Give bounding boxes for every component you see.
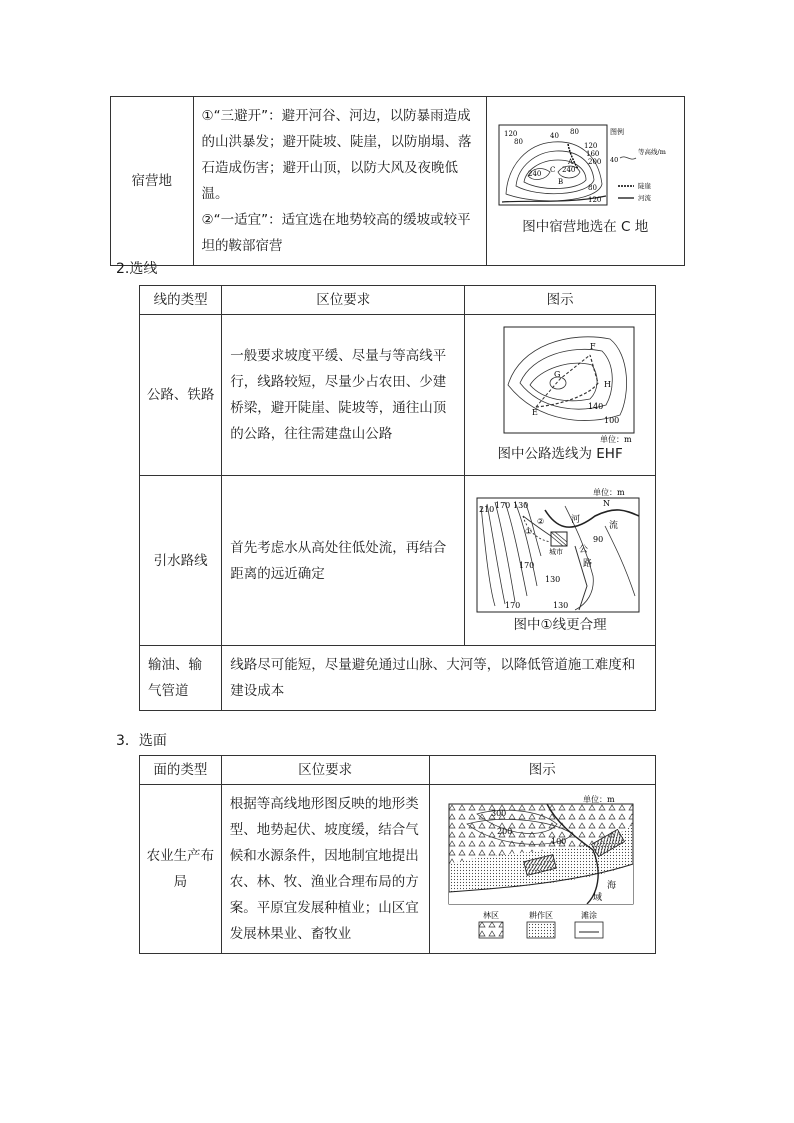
water-fig-label: 130 bbox=[513, 500, 529, 510]
water-fig-label: 130 bbox=[553, 600, 569, 610]
area-type-agri: 农业生产布局 bbox=[140, 785, 222, 954]
camp-rule-2: ②“一适宜”：适宜选在地势较高的缓坡或较平坦的鞍部宿营 bbox=[201, 212, 471, 254]
area-header-fig: 图示 bbox=[429, 756, 655, 785]
road-fig-label: 100 bbox=[604, 416, 620, 425]
route-header-fig: 图示 bbox=[465, 286, 656, 315]
camp-fig-label: B bbox=[557, 178, 563, 186]
camp-fig-label: 240 bbox=[561, 166, 576, 174]
route-table bbox=[139, 285, 656, 711]
water-fig-label: 170 bbox=[495, 500, 511, 510]
agri-fig-label: 300 bbox=[491, 809, 507, 818]
camp-fig-label: 120 bbox=[503, 130, 518, 138]
camp-fig-label: 240 bbox=[527, 170, 542, 178]
camp-fig-label: 80 bbox=[569, 128, 579, 136]
camp-type: 宿营地 bbox=[111, 97, 194, 266]
camp-fig-label: 120 bbox=[587, 196, 602, 204]
water-fig-label: 路 bbox=[583, 558, 593, 569]
route-req-pipeline: 线路尽可能短，尽量避免通过山脉、大河等，以降低管道施工难度和建设成本 bbox=[222, 646, 656, 711]
legend-value: 40 bbox=[609, 156, 619, 164]
route-req-road: 一般要求坡度平缓、尽量与等高线平行，线路较短，尽量少占农田、少建桥梁，避开陡崖、陡坡等，通往山顶的公路，往往需建盘山公路 bbox=[222, 315, 465, 476]
legend-river: 河流 bbox=[637, 194, 651, 202]
water-fig-label: N bbox=[603, 498, 611, 508]
road-contour-map bbox=[480, 325, 640, 443]
route-header-type: 线的类型 bbox=[140, 286, 222, 315]
camp-contour-map bbox=[498, 124, 673, 216]
camp-rule-1: ①“三避开”：避开河谷、河边，以防暴雨造成的山洪暴发；避开陡坡、陡崖，以防崩塌、落石造成伤害；避开山顶，以防大风及夜晚低温。 bbox=[201, 108, 472, 202]
agriculture-map bbox=[447, 794, 637, 944]
water-fig-label: 130 bbox=[545, 574, 561, 584]
camp-fig-label: 120 bbox=[583, 142, 598, 150]
camp-table bbox=[110, 96, 685, 266]
road-caption: 图中公路选线为 EHF bbox=[497, 446, 623, 462]
camp-fig-label: A bbox=[567, 158, 573, 166]
route-header-req: 区位要求 bbox=[222, 286, 465, 315]
road-fig-label: F bbox=[590, 342, 596, 351]
water-fig-label: 170 bbox=[519, 560, 535, 570]
area-header-type: 面的类型 bbox=[140, 756, 222, 785]
legend-cliff: 陡崖 bbox=[637, 182, 651, 190]
section-heading-area: 3．选面 bbox=[116, 733, 167, 749]
water-fig-label: 210 bbox=[479, 504, 495, 514]
camp-fig-label: 160 bbox=[585, 150, 600, 158]
section-heading-route: 2.选线 bbox=[116, 261, 158, 277]
water-fig-label: 90 bbox=[593, 534, 604, 544]
road-fig-label: E bbox=[532, 408, 538, 417]
water-caption: 图中①线更合理 bbox=[513, 616, 607, 633]
legend-title: 图例 bbox=[609, 128, 624, 136]
legend-farmland: 耕作区 bbox=[529, 911, 554, 920]
legend-tidal-flat: 滩涂 bbox=[581, 911, 598, 920]
area-header-req: 区位要求 bbox=[221, 756, 429, 785]
water-fig-label: ① bbox=[525, 526, 533, 536]
camp-fig-label: 80 bbox=[587, 184, 597, 192]
camp-fig-label: 80 bbox=[513, 138, 523, 146]
camp-caption: 图中宿营地选在 C 地 bbox=[522, 219, 649, 235]
water-fig-label: ② bbox=[537, 516, 545, 526]
road-fig-label: 140 bbox=[588, 402, 604, 411]
water-fig-unit: 单位：m bbox=[593, 487, 625, 497]
water-route-map bbox=[475, 486, 645, 614]
agri-fig-label: 100 bbox=[551, 837, 567, 846]
agri-fig-label: 海 bbox=[607, 881, 617, 891]
water-fig-label: 河 bbox=[571, 514, 581, 525]
area-table bbox=[139, 755, 656, 954]
agri-fig-unit: 单位：m bbox=[583, 795, 615, 804]
agri-fig-label: 200 bbox=[497, 827, 513, 836]
legend-forest: 林区 bbox=[483, 911, 500, 920]
water-fig-label: 170 bbox=[505, 600, 521, 610]
route-type-pipeline: 输油、输气管道 bbox=[140, 646, 222, 711]
route-req-water: 首先考虑水从高处往低处流，再结合距离的远近确定 bbox=[222, 476, 465, 646]
camp-fig-label: 200 bbox=[587, 158, 602, 166]
water-fig-label: 流 bbox=[609, 520, 619, 531]
area-req-agri: 根据等高线地形图反映的地形类型、地势起伏、坡度缓，结合气候和水源条件，因地制宜地提出农、林、牧、渔业合理布局的方案。平原宜发展种植业；山区宜发展林果业、畜牧业 bbox=[221, 785, 429, 954]
water-fig-label: 城市 bbox=[549, 547, 564, 556]
route-type-water: 引水路线 bbox=[140, 476, 222, 646]
road-fig-label: G bbox=[554, 370, 561, 379]
agri-fig-label: 域 bbox=[593, 893, 603, 903]
legend-contour: 等高线/m bbox=[637, 148, 666, 156]
road-fig-unit: 单位：m bbox=[600, 435, 632, 443]
camp-fig-label: C bbox=[549, 166, 556, 174]
route-type-road: 公路、铁路 bbox=[140, 315, 222, 476]
camp-fig-label: 40 bbox=[549, 132, 559, 140]
road-fig-label: H bbox=[604, 380, 612, 389]
water-fig-label: 公 bbox=[579, 544, 589, 555]
